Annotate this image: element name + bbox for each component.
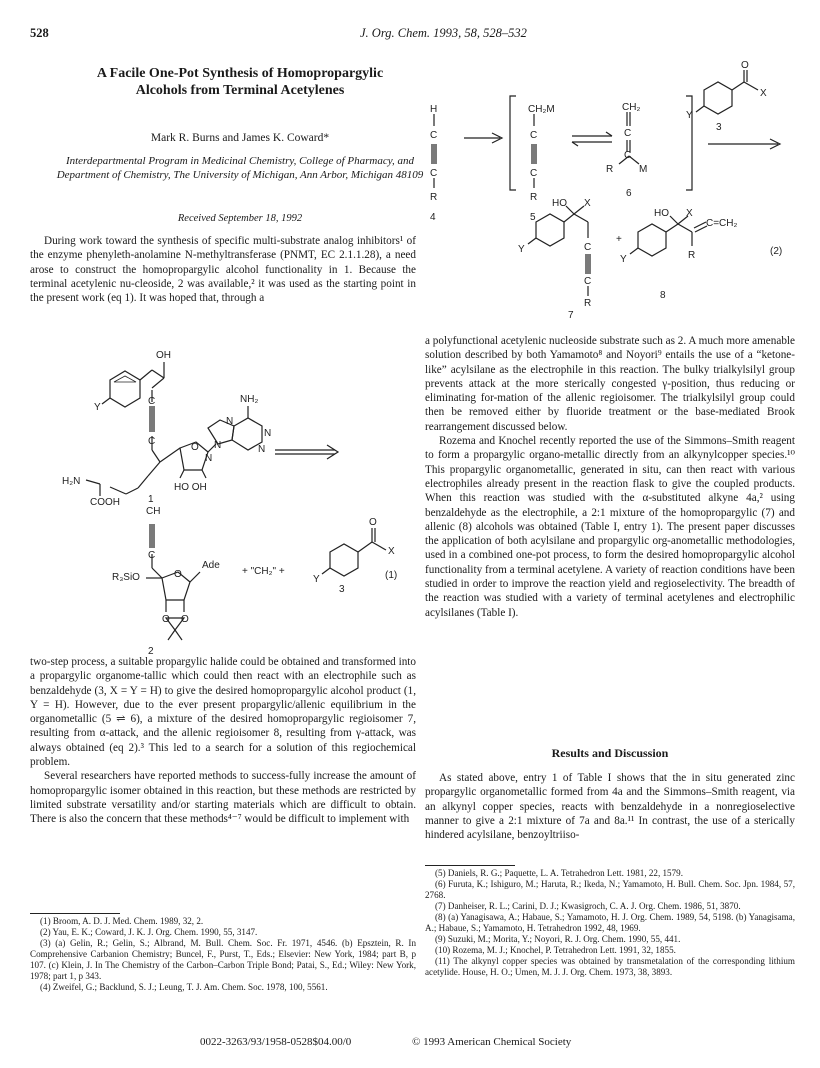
- label-r: R: [584, 298, 592, 309]
- label-y: Y: [94, 402, 101, 413]
- label-c: C: [430, 130, 438, 141]
- compound-number-2: 2: [148, 646, 154, 654]
- label-m: M: [639, 164, 648, 175]
- label-r: R: [606, 164, 614, 175]
- label-n: N: [214, 440, 222, 451]
- footnote: (5) Daniels, R. G.; Paquette, L. A. Tetrahedron Lett. 1981, 22, 1579.: [435, 868, 683, 878]
- paragraph: Several researchers have reported methods to success-fully increase the amount of homopropargylic isomer obtained in this reaction, but these methods are restricted by limited substrate versatility and/or starting materials which are difficult to obtain. There is also the concern that these methods⁴⁻⁷ would be difficult to implement with: [30, 770, 416, 826]
- left-col-para2: [30, 655, 416, 827]
- compound-number-5: 5: [530, 212, 536, 223]
- paragraph: As stated above, entry 1 of Table I shows that the in situ generated zinc propargylic organometallic formed from 4a and the Simmons–Smith reagent, via an alkynyl copper species, reacts with benzaldehyde in a nonregioselective manner to give a 2:1 mixture of 7a and 8a.¹¹ In contrast, the use of a sterically hindered acylsilane, benzoyltriiso-: [425, 772, 795, 842]
- label-o: O: [162, 614, 170, 625]
- label-c: C: [530, 130, 538, 141]
- label-c: C: [148, 550, 156, 561]
- label-ch2: CH₂: [622, 102, 641, 113]
- compound-number-6: 6: [626, 188, 632, 199]
- label-o: O: [174, 569, 182, 580]
- label-ch2m: CH₂M: [528, 104, 555, 115]
- equation-number-2: (2): [770, 246, 783, 257]
- label-oh: OH: [156, 350, 171, 361]
- footnote: (11) The alkynyl copper species was obtained by transmetalation of the corresponding lithium acetylide. House, H. O.; Umen, M. J. J. Org. Chem. 1973, 38, 3893.: [425, 956, 795, 977]
- label-y: Y: [313, 574, 320, 585]
- article-title: A Facile One-Pot Synthesis of Homopropargylic Alcohols from Terminal Acetylenes: [96, 66, 384, 98]
- label-c: C: [148, 436, 156, 447]
- label-r: R: [530, 192, 538, 203]
- footnote-rule: [425, 865, 515, 866]
- label-o: O: [741, 60, 749, 71]
- footnote: (9) Suzuki, M.; Morita, Y.; Noyori, R. J. Org. Chem. 1990, 55, 441.: [435, 934, 681, 944]
- label-c: C: [584, 242, 592, 253]
- label-c: C: [430, 168, 438, 179]
- affiliation: Interdepartmental Program in Medicinal Chemistry, College of Pharmacy, and Department of Chemistry, The University of Michigan, Ann Arbor, Michigan 48109: [56, 155, 424, 181]
- compound-number-8: 8: [660, 290, 666, 301]
- label-cooh: COOH: [90, 497, 120, 508]
- footnote: (4) Zweifel, G.; Backlund, S. J.; Leung, T. J. Am. Chem. Soc. 1978, 100, 5561.: [40, 982, 328, 992]
- scheme-labels-2: [430, 60, 782, 318]
- label-o: O: [191, 442, 199, 453]
- footnote: (1) Broom, A. D. J. Med. Chem. 1989, 32, 2.: [40, 916, 204, 926]
- label-n: N: [226, 416, 234, 427]
- label-r3sio: R₃SiO: [112, 572, 140, 583]
- label-ho-oh: HO OH: [174, 482, 207, 493]
- footnote: (10) Rozema, M. J.; Knochel, P. Tetrahedron Lett. 1991, 32, 1855.: [435, 945, 676, 955]
- label-o: O: [369, 517, 377, 528]
- label-o: O: [181, 614, 189, 625]
- footnotes-left: [30, 916, 416, 993]
- compound-number-3: 3: [339, 584, 345, 595]
- copyright-notice: © 1993 American Chemical Society: [412, 1036, 572, 1048]
- received-date: Received September 18, 1992: [177, 213, 303, 224]
- paragraph: a polyfunctional acetylenic nucleoside substrate such as 2. A much more amenable solution described by both Yamamoto⁸ and Noyori⁹ entails the use of a “ketone-like” acylsilane as the electrophile in this reaction. The bulky trialkylsilyl group prevents attack at the more sterically congested γ-position, thus reducing or eliminating for-mation of the allenic regioisomer. The trialkylsilyl group could then be removed either by fluoride treatment or the base-mediated Brook rearrangement discussed below.: [425, 335, 795, 433]
- compound-number-3: 3: [716, 122, 722, 133]
- label-ho: HO: [552, 198, 567, 209]
- label-ho: HO: [654, 208, 669, 219]
- label-c: C: [624, 150, 632, 161]
- label-n: N: [205, 453, 213, 464]
- footnote: (6) Furuta, K.; Ishiguro, M.; Haruta, R.; Ikeda, N.; Yamamoto, H. Bull. Chem. Soc. Jpn. 1984, 57, 2768.: [425, 879, 795, 900]
- equation-number-1: (1): [385, 570, 398, 581]
- compound-number-4: 4: [430, 212, 436, 223]
- label-c-ch2: C=CH₂: [706, 218, 738, 229]
- left-col-para1: [30, 234, 416, 305]
- benzene-ring-7: [536, 214, 564, 246]
- label-c: C: [624, 128, 632, 139]
- label-x: X: [760, 88, 767, 99]
- label-ade: Ade: [202, 560, 220, 571]
- label-y: Y: [518, 244, 525, 255]
- label-x: X: [584, 198, 591, 209]
- label-y: Y: [620, 254, 627, 265]
- label-r: R: [688, 250, 696, 261]
- right-col-para3: [425, 771, 795, 842]
- compound-number-7: 7: [568, 310, 574, 318]
- label-c: C: [148, 396, 156, 407]
- paragraph: two-step process, a suitable propargylic halide could be obtained and transformed into a propargylic organome-tallic which could then react with an electrophile such as benzaldehyde (3, X = Y = H) to give the desired homopropargylic alcohol product (1, Y = H). However, due to the ever present propargylic/allenic equilibrium in the organometallic (5 ⇌ 6), a mixture of the desired homopropargylic regioisomer 7, resulting from α-attack, and the allenic regioisomer 8, resulting from γ-attack, was always obtained (eq 2).³ This led to a search for a solution of this regiochemical problem.: [30, 656, 416, 769]
- label-n: N: [264, 428, 272, 439]
- section-heading: Results and Discussion: [551, 746, 669, 760]
- right-col-text: [425, 334, 795, 620]
- footnote: (2) Yau, E. K.; Coward, J. K. J. Org. Chem. 1990, 55, 3147.: [40, 927, 258, 937]
- benzene-ring-3: [330, 544, 358, 576]
- equation-1-scheme: [30, 342, 416, 654]
- label-x: X: [686, 208, 693, 219]
- label-x: X: [388, 546, 395, 557]
- equation-2-scheme: [424, 60, 794, 318]
- paragraph: Rozema and Knochel recently reported the use of the Simmons–Smith reagent to form a propargylic organo-metallic directly from an alkynylcopper species.¹⁰ This propargylic organometallic, generated in situ, can then react with various electrophiles already present in the reaction flask to give the coupled products. When this reaction was studied with the α-substituted alkyne 4a,² using benzaldehyde as the electrophile, a 2:1 mixture of the homopropargylic (7) and allenic (8) alcohols was obtained (Table I, entry 1). The present paper discusses the application of both acylsilane and propargylic org-anometallic methodologies, used in a combined one-pot process, to form the desired homopropargylic alcohol functionality from a terminal acetylene. A variety of reaction conditions have been studied in order to improve the reaction yield and regioselectivity. The breadth of the reaction was studied with a variety of terminal acetylenes and electrophilic acylsilanes (Table I).: [425, 435, 795, 619]
- author-list: Mark R. Burns and James K. Coward*: [150, 132, 330, 144]
- label-h2n: H₂N: [62, 476, 81, 487]
- label-plus: +: [616, 234, 622, 245]
- article-code: 0022-3263/93/1958-0528$04.00/0: [200, 1036, 352, 1048]
- paragraph: During work toward the synthesis of specific multi-substrate analog inhibitors¹ of the enzyme phenyleth-anolamine N-methyltransferase (PNMT, EC 2.1.1.28), a need arose to construct the homopropargylic alcohol functionality in 1. Because the terminal acetylenic nu-cleoside, 2 was available,² it was used as the starting point in the present work (eq 1). It was hoped that, through a: [30, 235, 416, 305]
- label-h: H: [430, 104, 438, 115]
- label-ch2-reagent: + "CH₂" +: [242, 566, 285, 577]
- benzene-ring-3b: [704, 82, 732, 114]
- label-r: R: [430, 192, 438, 203]
- footnote: (8) (a) Yanagisawa, A.; Habaue, S.; Yamamoto, H. J. Org. Chem. 1989, 54, 5198. (b) Yanagisama, A.; Habaue, S.; Yamamoto, H. Tetrahedron 1992, 48, 1969.: [425, 912, 795, 933]
- page-number: 528: [30, 26, 49, 40]
- label-y: Y: [686, 110, 693, 121]
- label-c: C: [584, 276, 592, 287]
- label-ch: CH: [146, 506, 161, 517]
- journal-citation: J. Org. Chem. 1993, 58, 528–532: [360, 26, 527, 40]
- label-c: C: [530, 168, 538, 179]
- footnote: (3) (a) Gelin, R.; Gelin, S.; Albrand, M. Bull. Chem. Soc. Fr. 1971, 4546. (b) Epsztein, R. In Comprehensive Carbanion Chemistry; Buncel, F., Purst, T., Eds.; Elsevier: New York, 1984; part B, p 107. (c) Klein, J. In The Chemistry of the Carbon–Carbon Triple Bond; Patai, S., Ed.; Wiley: New York, 1978; part 1, p 343.: [30, 938, 416, 981]
- label-n: N: [258, 444, 266, 455]
- scheme-labels-1: [62, 350, 397, 654]
- footnotes-right: [425, 868, 795, 978]
- footnote-rule: [30, 913, 120, 914]
- compound-number-1: 1: [148, 494, 154, 505]
- label-nh2: NH₂: [240, 394, 259, 405]
- benzene-ring-8: [638, 224, 666, 256]
- footnote: (7) Danheiser, R. L.; Carini, D. J.; Kwasigroch, C. A. J. Org. Chem. 1986, 51, 3870.: [435, 901, 741, 911]
